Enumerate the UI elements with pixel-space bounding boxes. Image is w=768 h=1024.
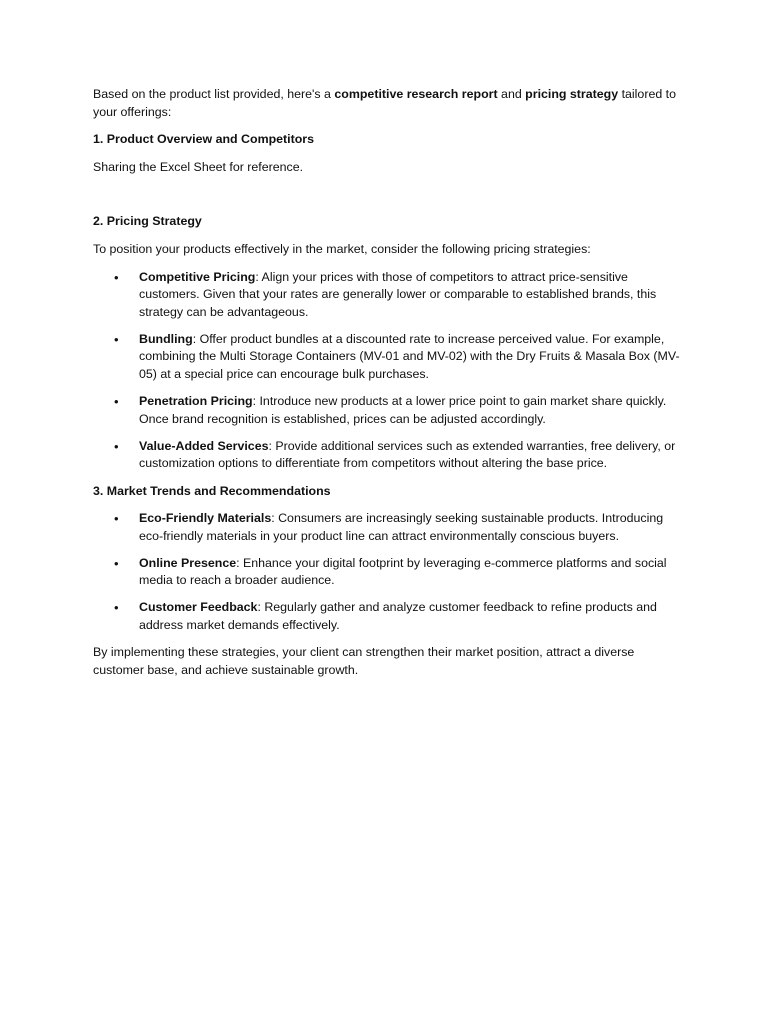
list-item-text: : Align your prices with those of competitors to attract price-sensitive customers. Given that your rates are generally lower or comparable to established brands, this strategy can be advantageous. — [139, 269, 657, 319]
list-item-term: Value-Added Services — [139, 438, 269, 453]
list-item-text: : Regularly gather and analyze customer feedback to refine products and address market demands effectively. — [139, 600, 657, 633]
list-item — [93, 331, 683, 384]
section1-heading: 1. Product Overview and Competitors — [93, 132, 315, 147]
section2-lead: To position your products effectively in the market, consider the following pricing strategies: — [93, 241, 591, 256]
list-item — [93, 510, 683, 545]
list-item-term: Online Presence — [139, 555, 237, 570]
list-item-text: : Provide additional services such as extended warranties, free delivery, or customization options to differentiate from competitors without altering the base price. — [139, 438, 676, 471]
intro-text-after: tailored to your offerings: — [93, 87, 676, 119]
list-item — [93, 438, 683, 473]
document-page — [93, 86, 683, 679]
section2-heading: 2. Pricing Strategy — [93, 214, 202, 229]
intro-bold-strategy: pricing strategy — [525, 87, 619, 101]
section1-text: Sharing the Excel Sheet for reference. — [93, 159, 304, 174]
list-item — [93, 269, 683, 322]
intro-text-middle: and — [497, 87, 526, 101]
list-item-text: : Offer product bundles at a discounted rate to increase perceived value. For example, combining the Multi Storage Containers (MV-01 and MV-02) with the Dry Fruits & Masala Box (MV-05) at a special price can encourage bulk purchases. — [139, 331, 680, 382]
list-item — [93, 599, 683, 634]
list-item-term: Customer Feedback — [139, 600, 258, 615]
list-item — [93, 555, 683, 590]
section3-heading: 3. Market Trends and Recommendations — [93, 483, 331, 498]
list-item — [93, 393, 683, 428]
closing-paragraph: By implementing these strategies, your client can strengthen their market position, attract a diverse customer base, and achieve sustainable growth. — [93, 645, 635, 677]
intro-paragraph — [93, 86, 683, 121]
list-item-text: : Consumers are increasingly seeking sustainable products. Introducing eco-friendly materials in your product line can attract environmentally conscious buyers. — [139, 511, 664, 543]
list-item-term: Penetration Pricing — [139, 394, 253, 409]
intro-bold-report: competitive research report — [334, 87, 498, 101]
pricing-strategy-list — [93, 269, 683, 473]
list-item-term: Eco-Friendly Materials — [139, 511, 272, 526]
market-trends-list — [93, 510, 683, 635]
intro-text-before: Based on the product list provided, here's a — [93, 87, 335, 101]
list-item-term: Bundling — [139, 331, 193, 346]
list-item-term: Competitive Pricing — [139, 269, 256, 284]
list-item-text: : Enhance your digital footprint by leveraging e-commerce platforms and social media to reach a broader audience. — [139, 555, 667, 588]
list-item-text: : Introduce new products at a lower price point to gain market share quickly. Once brand recognition is established, prices can be adjusted accordingly. — [139, 394, 667, 426]
